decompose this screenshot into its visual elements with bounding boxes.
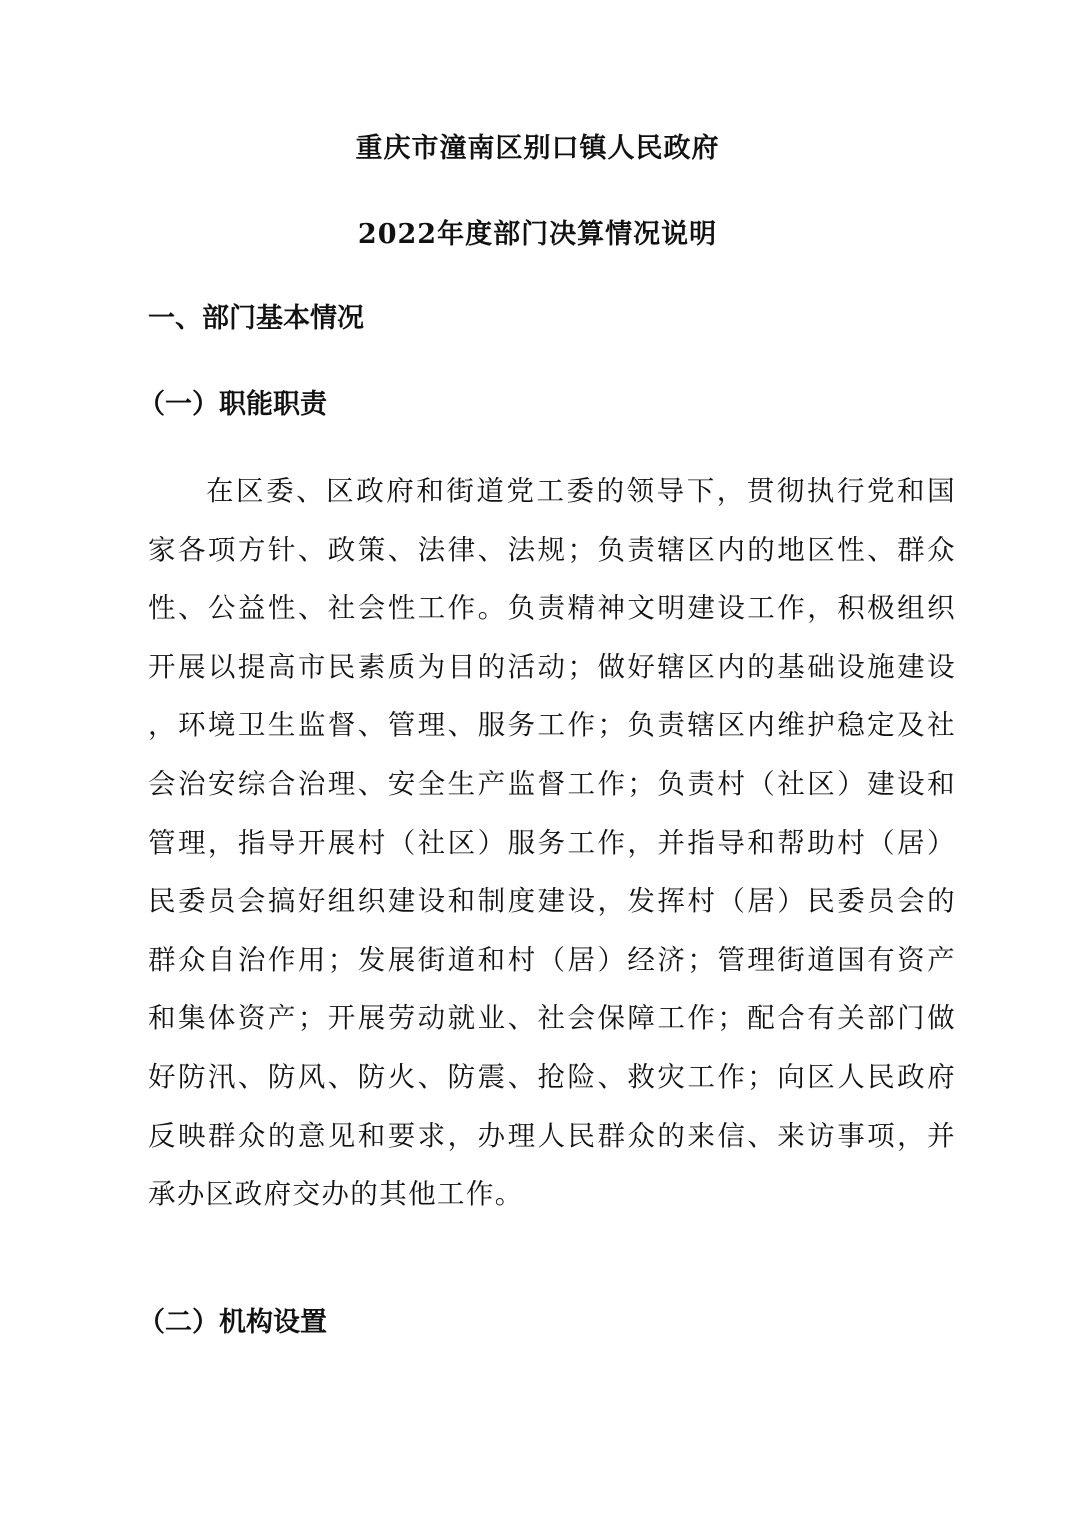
document-subtitle: 2022年度部门决算情况说明 xyxy=(357,219,718,250)
functions-paragraph: 在区委、区政府和街道党工委的领导下，贯彻执行党和国家各项方针、政策、法律、法规；负责辖区内的地区性、群众性、公益性、社会性工作。负责精神文明建设工作，积极组织开展以提高市民素质为目的活动；做好辖区内的基础设施建设，环境卫生监督、管理、服务工作；负责辖区内维护稳定及社会治安综合治理、安全生产监督工作；负责村（社区）建设和管理，指导开展村（社区）服务工作，并指导和帮助村（居）民委员会搞好组织建设和制度建设，发挥村（居）民委员会的群众自治作用；发展街道和村（居）经济；管理街道国有资产和集体资产；开展劳动就业、社会保障工作；配合有关部门做好防汛、防风、防火、防震、抢险、救灾工作；向区人民政府反映群众的意见和要求，办理人民群众的来信、来访事项，并承办区政府交办的其他工作。 xyxy=(148,475,956,1211)
section-heading-basic-info: 一、部门基本情况 xyxy=(148,303,364,334)
subsection-heading-functions: （一）职能职责 xyxy=(138,389,327,420)
subsection-heading-organization: （二）机构设置 xyxy=(138,1307,327,1338)
document-title: 重庆市潼南区别口镇人民政府 xyxy=(355,133,720,164)
